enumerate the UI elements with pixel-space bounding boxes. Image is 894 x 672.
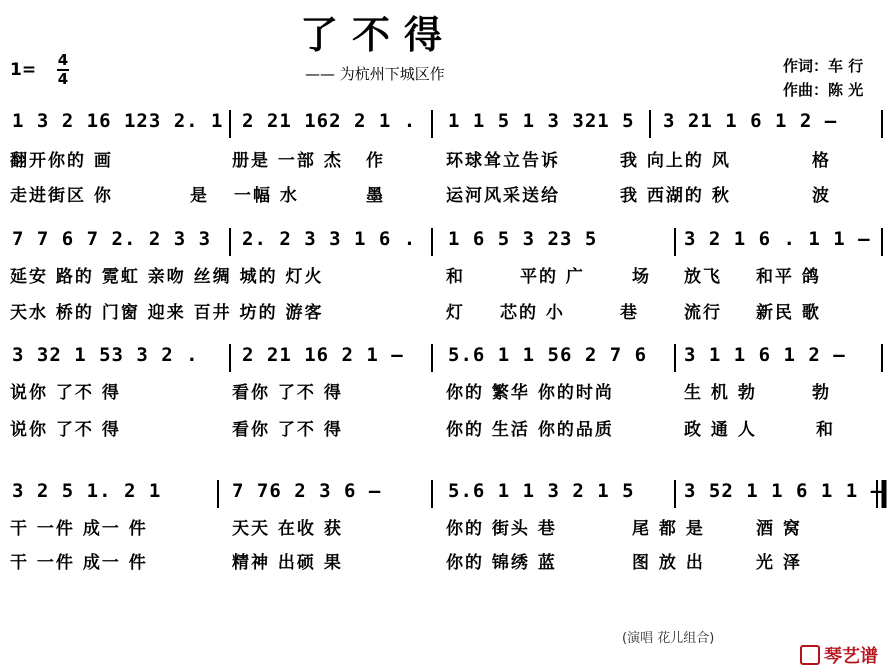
lyric: 政 通 人 bbox=[684, 420, 757, 440]
measure: 1 1 5 1 3 321 5 bbox=[448, 110, 635, 132]
measure: 5.6 1 1 56 2 7 6 bbox=[448, 344, 648, 366]
lyric: 和 bbox=[446, 267, 465, 287]
notation-line-4 bbox=[0, 476, 894, 516]
lyric-line-1a bbox=[0, 146, 894, 172]
lyric-line-4b bbox=[0, 548, 894, 574]
lyricist-credit: 作词：车 行 bbox=[783, 57, 864, 75]
lyric: 巷 bbox=[620, 303, 639, 323]
lyric: 尾 都 是 bbox=[632, 519, 705, 539]
lyric: 翻开你的 画 bbox=[10, 151, 113, 171]
lyric: 光 泽 bbox=[756, 553, 802, 573]
lyric: 场 bbox=[632, 267, 651, 287]
measure: 7 7 6 7 2. 2 3 3 bbox=[12, 228, 212, 250]
lyric: 天天 在收 获 bbox=[232, 519, 343, 539]
measure: 2 21 16 2 1 — bbox=[242, 344, 404, 366]
measure: 3 2 5 1. 2 1 bbox=[12, 480, 162, 502]
lyric: 说你 了不 得 bbox=[10, 420, 121, 440]
lyric: 天水 桥的 门窗 迎来 百井 坊的 游客 bbox=[10, 303, 324, 323]
lyric: 走进街区 你 bbox=[10, 186, 113, 206]
lyric-line-2a bbox=[0, 262, 894, 288]
watermark-text: 琴艺谱 bbox=[824, 646, 878, 667]
lyric: 我 向上的 风 bbox=[620, 151, 731, 171]
lyric: 墨 bbox=[366, 186, 385, 206]
song-title: 了不得 bbox=[300, 13, 457, 57]
lyric: 和平 鸽 bbox=[756, 267, 821, 287]
lyric: 我 西湖的 秋 bbox=[620, 186, 731, 206]
lyric: 是 bbox=[190, 186, 209, 206]
lyric: 你的 街头 巷 bbox=[446, 519, 557, 539]
lyric-line-1b bbox=[0, 181, 894, 207]
lyric: 波 bbox=[812, 186, 831, 206]
lyric: 芯的 小 bbox=[500, 303, 565, 323]
watermark-logo bbox=[800, 642, 878, 668]
lyric: 灯 bbox=[446, 303, 465, 323]
key-signature: 1= bbox=[10, 60, 37, 80]
measure: 1 6 5 3 23 5 bbox=[448, 228, 598, 250]
notation-line-1 bbox=[0, 106, 894, 146]
lyric: 一幅 水 bbox=[234, 186, 299, 206]
composer-credit: 作曲：陈 光 bbox=[783, 81, 864, 99]
notation-line-2 bbox=[0, 224, 894, 264]
lyric: 说你 了不 得 bbox=[10, 383, 121, 403]
logo-icon bbox=[800, 645, 820, 665]
lyric: 流行 bbox=[684, 303, 722, 323]
lyric-line-3b bbox=[0, 415, 894, 441]
measure: 5.6 1 1 3 2 1 5 bbox=[448, 480, 635, 502]
lyric: 生 机 勃 bbox=[684, 383, 757, 403]
meter-bottom: 4 bbox=[57, 70, 69, 88]
lyric: 延安 路的 霓虹 亲吻 丝绸 城的 灯火 bbox=[10, 267, 324, 287]
measure: 3 32 1 53 3 2 . bbox=[12, 344, 199, 366]
lyric: 看你 了不 得 bbox=[232, 420, 343, 440]
meter-top: 4 bbox=[57, 51, 69, 69]
measure: 3 52 1 1 6 1 1 — bbox=[684, 480, 884, 502]
lyric: 新民 歌 bbox=[756, 303, 821, 323]
lyric: 酒 窝 bbox=[756, 519, 802, 539]
performer-note: (演唱 花儿组合) bbox=[622, 631, 715, 646]
lyric: 你的 锦绣 蓝 bbox=[446, 553, 557, 573]
lyric: 平的 广 bbox=[520, 267, 585, 287]
lyric-line-4a bbox=[0, 514, 894, 540]
credits bbox=[783, 54, 863, 102]
lyric: 格 bbox=[812, 151, 831, 171]
lyric: 放飞 bbox=[684, 267, 722, 287]
lyric-line-2b bbox=[0, 298, 894, 324]
measure: 7 76 2 3 6 — bbox=[232, 480, 382, 502]
lyric: 看你 了不 得 bbox=[232, 383, 343, 403]
measure: 3 1 1 6 1 2 — bbox=[684, 344, 846, 366]
measure: 3 21 1 6 1 2 — bbox=[663, 110, 838, 132]
dedication: —— 为杭州下城区作 bbox=[305, 65, 445, 83]
measure: 2 21 162 2 1 . bbox=[242, 110, 417, 132]
lyric-line-3a bbox=[0, 378, 894, 404]
notation-line-3 bbox=[0, 340, 894, 380]
lyric: 精神 出硕 果 bbox=[232, 553, 343, 573]
lyric: 你的 生活 你的品质 bbox=[446, 420, 614, 440]
lyric: 干 一件 成一 件 bbox=[10, 519, 148, 539]
time-signature bbox=[57, 52, 69, 88]
lyric: 运河风采送给 bbox=[446, 186, 560, 206]
lyric: 作 bbox=[366, 151, 385, 171]
lyric: 勃 bbox=[812, 383, 831, 403]
lyric: 环球耸立告诉 bbox=[446, 151, 560, 171]
lyric: 你的 繁华 你的时尚 bbox=[446, 383, 614, 403]
lyric: 干 一件 成一 件 bbox=[10, 553, 148, 573]
lyric: 图 放 出 bbox=[632, 553, 705, 573]
lyric: 册是 一部 杰 bbox=[232, 151, 343, 171]
lyric: 和 bbox=[816, 420, 835, 440]
measure: 3 2 1 6 . 1 1 — bbox=[684, 228, 871, 250]
measure: 1 3 2 16 123 2. 1 bbox=[12, 110, 224, 132]
measure: 2. 2 3 3 1 6 . bbox=[242, 228, 417, 250]
